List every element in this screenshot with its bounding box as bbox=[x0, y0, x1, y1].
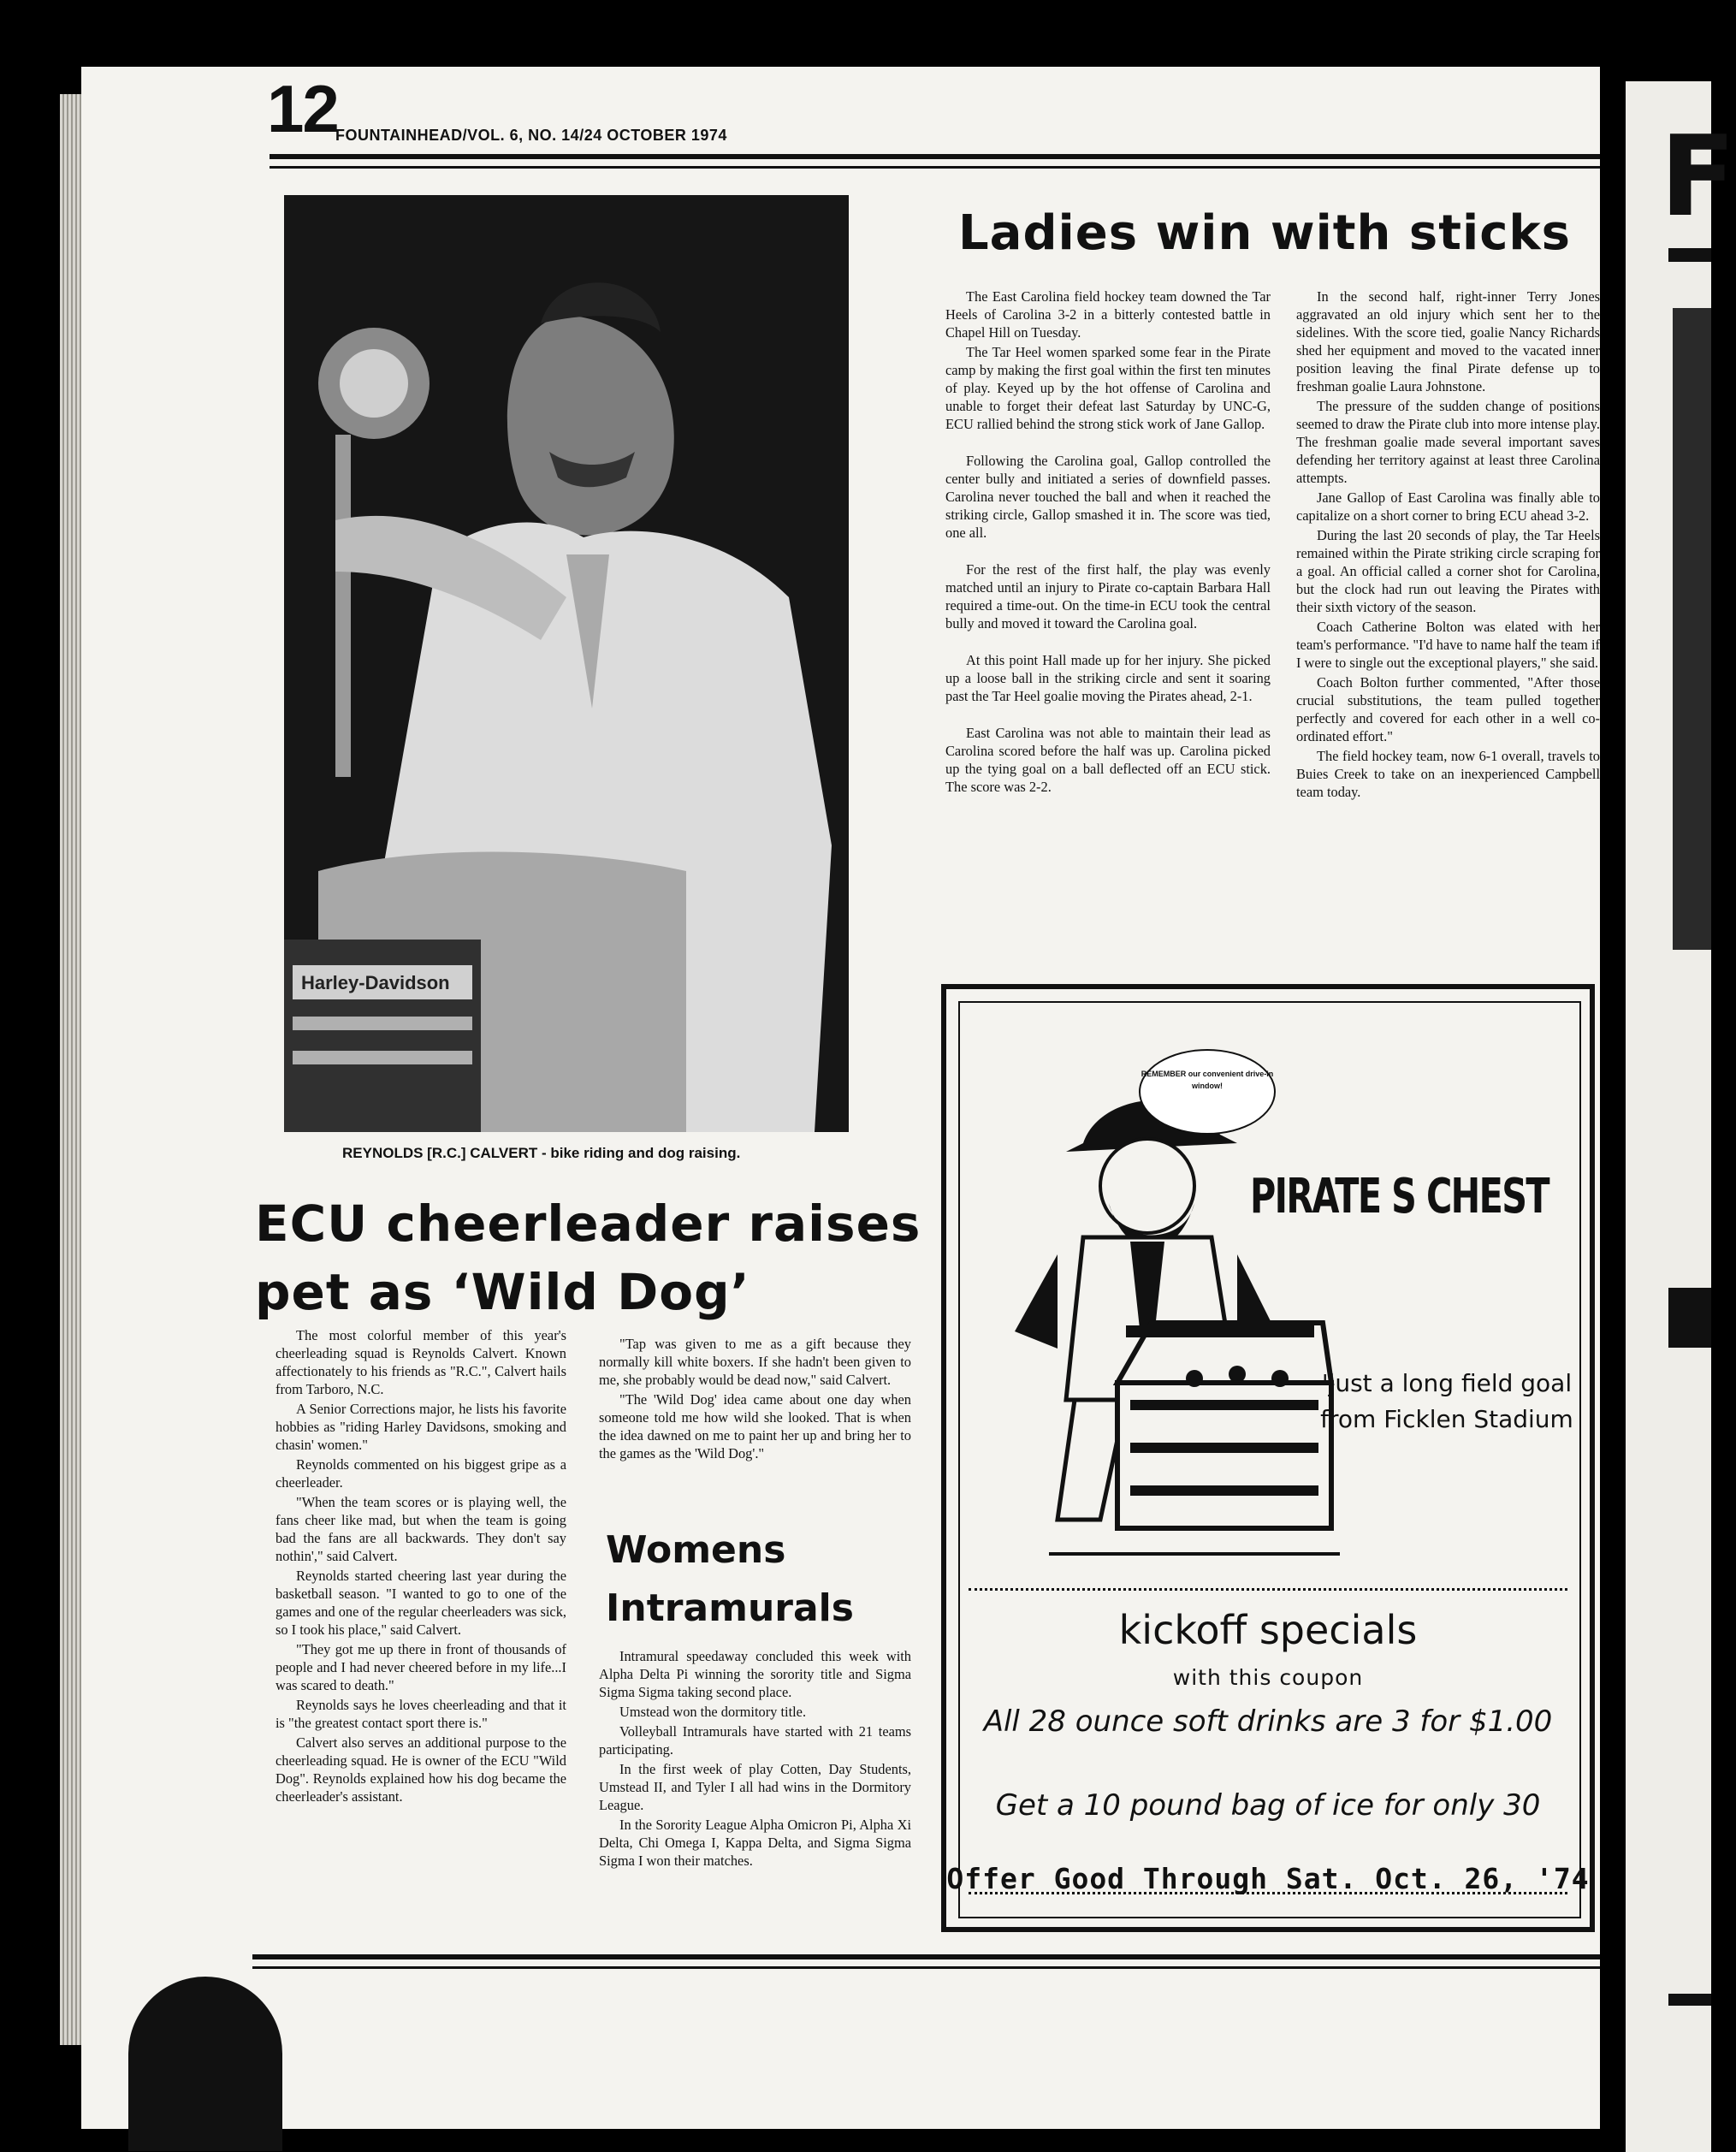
motorcycle-rider-illustration bbox=[284, 195, 849, 1132]
womens-body bbox=[599, 1647, 911, 1871]
sticks-headline: Ladies win with sticks bbox=[958, 205, 1571, 261]
womens-headline: Womens Intramurals bbox=[606, 1528, 854, 1630]
paragraph: Reynolds says he loves cheerleading and that it is "the greatest contact sport there is." bbox=[276, 1697, 566, 1731]
coupon-note: with this coupon bbox=[1172, 1665, 1364, 1690]
coupon-dotted-line-bottom bbox=[969, 1892, 1567, 1894]
paragraph: In the first week of play Cotten, Day Students, Umstead II, and Tyler I all had wins in the Dormitory League. bbox=[599, 1761, 911, 1813]
ecu-column-1 bbox=[276, 1326, 566, 1807]
paragraph: East Carolina was not able to maintain their lead as Carolina scored before the half was up. Carolina picked up the tying goal on a ball deflected off an ECU stick. The score was 2-2. bbox=[945, 725, 1271, 795]
paragraph: The Tar Heel women sparked some fear in the Pirate camp by making the first goal within the first ten minutes of play. Keyed up by the hot offense of Carolina and unable to forget their defeat last Saturday by UNC-G, ECU rallied behind the strong stick work of Jane Gallop. bbox=[945, 344, 1271, 432]
offer-expiry: Offer Good Through Sat. Oct. 26, '74 bbox=[946, 1862, 1590, 1895]
bottom-rule-thin bbox=[252, 1966, 1600, 1969]
paragraph: "When the team scores or is playing well, the fans cheer like mad, but when the team is going bad the fans are all backwards. They don't say nothin'," said Calvert. bbox=[276, 1494, 566, 1564]
paragraph: Coach Bolton further commented, "After those crucial substitutions, the team pulled together perfectly and covered for each other in a well co-ordinated effort." bbox=[1296, 674, 1600, 744]
paragraph: For the rest of the first half, the play was evenly matched until an injury to Pirate co-captain Barbara Hall required a time-out. On the time-in ECU took the central bully and moved it toward the Carolina goal. bbox=[945, 561, 1271, 631]
paragraph: "The 'Wild Dog' idea came about one day when someone told me how wild she looked. That is when the idea dawned on me to paint her up and bring her to the games as the 'Wild Dog'." bbox=[599, 1391, 911, 1461]
paragraph: Reynolds commented on his biggest gripe as a cheerleader. bbox=[276, 1456, 566, 1491]
deal-ice: Get a 10 pound bag of ice for only 30 bbox=[995, 1788, 1541, 1823]
paragraph: The East Carolina field hockey team downed the Tar Heels of Carolina 3-2 in a bitterly contested battle in Chapel Hill on Tuesday. bbox=[945, 288, 1271, 341]
speech-bubble: REMEMBER our convenient drive-in window! bbox=[1139, 1049, 1276, 1135]
top-rule bbox=[270, 154, 1600, 159]
paragraph: "Tap was given to me as a gift because they normally kill white boxers. If she hadn't been given to me, she probably would be dead now," said Calvert. bbox=[599, 1336, 911, 1388]
paragraph: Volleyball Intramurals have started with 21 teams participating. bbox=[599, 1723, 911, 1758]
adjacent-page-rule-bottom bbox=[1668, 1994, 1711, 2006]
deal-soft-drinks: All 28 ounce soft drinks are 3 for $1.00 bbox=[983, 1704, 1553, 1739]
bottom-rule bbox=[252, 1954, 1600, 1959]
paragraph: Umstead won the dormitory title. bbox=[619, 1704, 807, 1720]
sticks-column-2 bbox=[1296, 288, 1600, 803]
top-rule-thin bbox=[270, 166, 1600, 169]
paragraph: The most colorful member of this year's cheerleading squad is Reynolds Calvert. Known affectionately to his friends as "R.C.", Calvert hails from Tarboro, N.C. bbox=[276, 1327, 566, 1397]
paragraph: The pressure of the sudden change of positions seemed to draw the Pirate club into more intense play. The freshman goalie made several important saves defending her territory against at least three Carolina attempts. bbox=[1296, 398, 1600, 486]
ecu-column-2 bbox=[599, 1335, 911, 1464]
paragraph: Calvert also serves an additional purpose to the cheerleading squad. He is owner of the ECU "Wild Dog". Reynolds explained how his dog became the cheerleader's assistant. bbox=[276, 1734, 566, 1805]
coupon-dotted-line bbox=[969, 1588, 1567, 1591]
sticks-column-1 bbox=[945, 288, 1271, 797]
paragraph: Coach Catherine Bolton was elated with her team's performance. "I'd have to name half the team if I were to single out the exceptional players," she said. bbox=[1296, 619, 1600, 671]
cheerleader-photo bbox=[284, 195, 849, 1132]
paragraph: In the Sorority League Alpha Omicron Pi, Alpha Xi Delta, Chi Omega I, Kappa Delta, and Sigma Sigma Sigma I won their matches. bbox=[599, 1817, 911, 1869]
adjacent-page-photo bbox=[1673, 308, 1711, 950]
ecu-headline: ECU cheerleader raises pet as ‘Wild Dog’ bbox=[255, 1195, 921, 1321]
thumb-shadow bbox=[128, 1977, 282, 2151]
paragraph: Jane Gallop of East Carolina was finally able to capitalize on a short corner to bring ECU ahead 3-2. bbox=[1296, 489, 1600, 524]
ad-title: PIRATE S CHEST bbox=[1250, 1169, 1549, 1224]
paragraph: Following the Carolina goal, Gallop controlled the center bully and initiated a series of downfield passes. Carolina never touched the ball and when it reached the striking circle, Gallop smashed it in. The score was tied, one all. bbox=[945, 453, 1271, 541]
paragraph: At this point Hall made up for her injury. She picked up a loose ball in the striking circle and sent it soaring past the Tar Heel goalie moving the Pirates ahead, 2-1. bbox=[945, 652, 1271, 704]
pirates-chest-ad bbox=[941, 984, 1595, 1932]
masthead-issue: FOUNTAINHEAD/VOL. 6, NO. 14/24 OCTOBER 1974 bbox=[335, 127, 727, 144]
paragraph: The field hockey team, now 6-1 overall, travels to Buies Creek to take on an inexperienced Campbell team today. bbox=[1296, 748, 1600, 800]
bike-brand: Harley-Davidson bbox=[301, 972, 450, 993]
paragraph: In the second half, right-inner Terry Jones aggravated an old injury which sent her to the sidelines. With the score tied, goalie Nancy Richards shed her equipment and moved to the vacated inner position leaving the final Pirate defense up to freshman goalie Laura Johnstone. bbox=[1296, 288, 1600, 394]
paragraph: Intramural speedaway concluded this week with Alpha Delta Pi winning the sorority title and Sigma Sigma Sigma taking second place. bbox=[599, 1648, 911, 1700]
ad-tagline: 'just a long field goal from Ficklen Stadium bbox=[1320, 1369, 1573, 1433]
page-number: 12 bbox=[267, 71, 338, 146]
paragraph: Reynolds started cheering last year during the basketball season. "I wanted to go to one of the games and one of the regular cheerleaders was sick, so I took his place," said Calvert. bbox=[276, 1568, 566, 1638]
kickoff-specials: kickoff specials bbox=[1118, 1607, 1418, 1653]
adjacent-page-letter: F bbox=[1660, 111, 1736, 241]
photo-caption: REYNOLDS [R.C.] CALVERT - bike riding and dog raising. bbox=[342, 1145, 741, 1161]
adjacent-page-block bbox=[1668, 1288, 1711, 1348]
paragraph: "They got me up there in front of thousands of people and I had never cheered before in my life...I was scared to death." bbox=[276, 1641, 566, 1693]
paragraph: A Senior Corrections major, he lists his favorite hobbies as "riding Harley Davidsons, smoking and chasin' women." bbox=[276, 1401, 566, 1453]
adjacent-page-rule bbox=[1668, 248, 1711, 262]
paragraph: During the last 20 seconds of play, the Tar Heels remained within the Pirate striking circle scraping for a goal. An official called a corner shot for Carolina, but the clock had run out leaving the Pirates with their sixth victory of the season. bbox=[1296, 527, 1600, 615]
